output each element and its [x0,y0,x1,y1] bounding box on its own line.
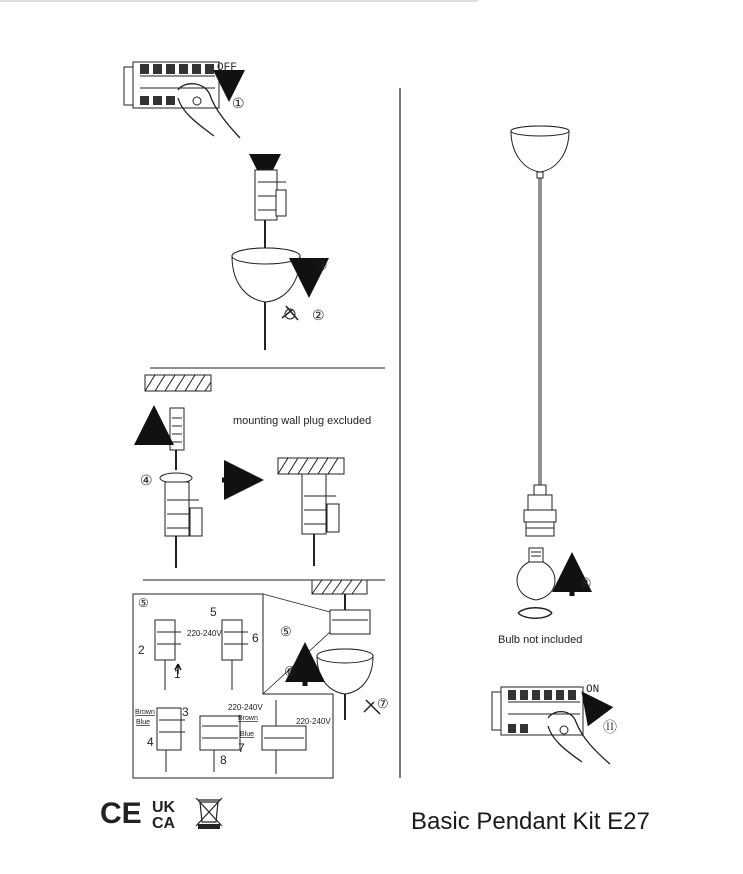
step-badge-3: ③ [315,257,328,273]
inset-num-1: 1 [174,667,181,681]
voltage-label: 220-240V [228,703,263,712]
step-badge-4: ④ [140,472,153,488]
wire-brown-label: Brown [135,709,155,716]
product-title: Basic Pendant Kit E27 [411,808,650,835]
step2-canopy-lowering [232,155,300,350]
inset-num-7: 7 [238,741,245,755]
inset-num-6: 6 [252,631,259,645]
ce-mark: CE [100,797,142,830]
bulb-note: Bulb not included [498,634,583,646]
voltage-label: 220-240V [296,717,331,726]
ukca-mark-bottom: CA [152,815,176,832]
step-badge-8: ⑧ [579,575,592,591]
weee-bin-icon [196,798,222,829]
step5-wiring-inset [133,580,380,778]
step-badge-5: ⑤ [280,624,292,639]
step-badge-11: ⑪ [603,719,617,735]
step4-ceiling-mount [145,375,344,568]
on-label: ON [586,684,600,696]
step-badge-6: ⑥ [284,664,296,679]
inset-num-5: 5 [210,605,217,619]
wire-blue-label: Blue [240,731,255,738]
step-badge-2: ② [312,307,325,323]
inset-num-2: 2 [138,643,145,657]
voltage-label: 220-240V [187,629,222,638]
step11-terminal-block-on [492,687,610,764]
inset-step-badge: ⑤ [138,596,149,610]
certification-marks [100,797,222,832]
step-badge-1: ① [232,95,245,111]
pendant-assembly [511,126,569,536]
inset-num-8: 8 [220,753,227,767]
wire-blue-label: Blue [136,719,151,726]
up-arrow-icon [591,704,600,716]
inset-num-4: 4 [147,735,154,749]
off-label: OFF [217,62,237,74]
step-badge-7: ⑦ [377,696,389,711]
ukca-mark-top: UK [152,799,176,816]
wall-plug-note: mounting wall plug excluded [233,415,372,427]
bulb-icon [517,548,555,618]
wire-brown-label: Brown [238,715,258,722]
inset-num-3: 3 [182,705,189,719]
